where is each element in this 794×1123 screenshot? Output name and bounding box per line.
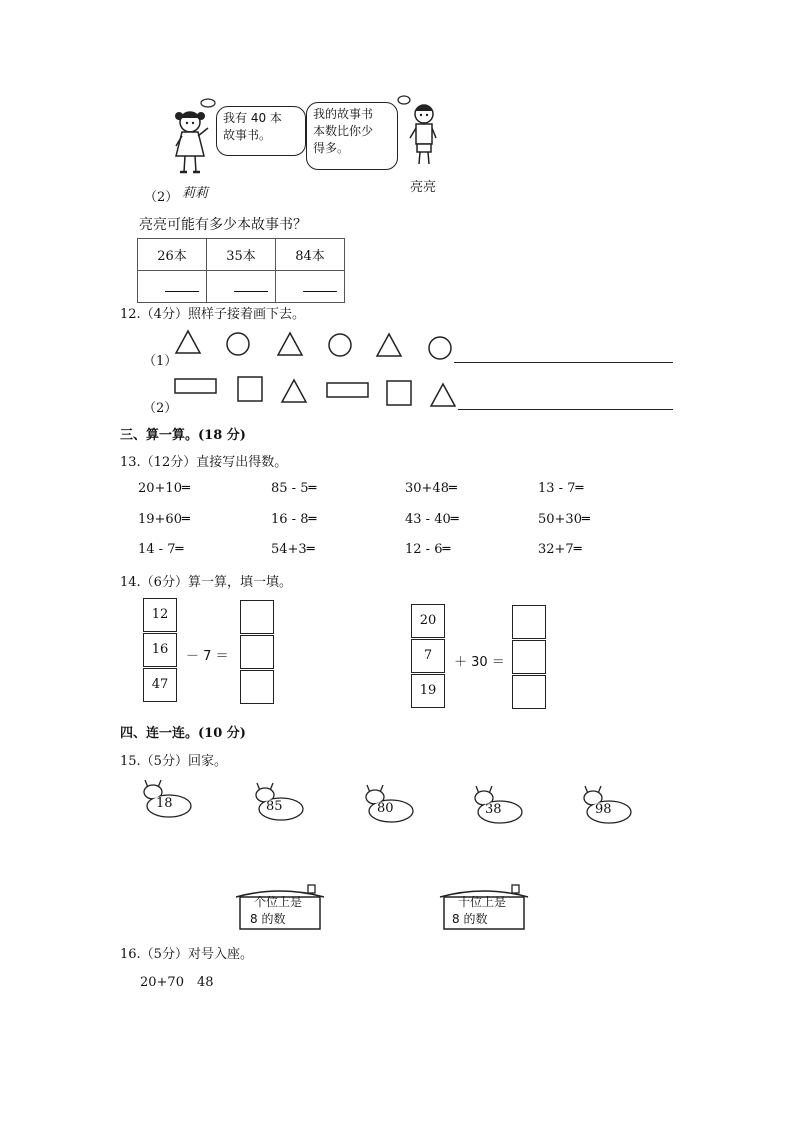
q14-left-input-3: 47: [143, 668, 177, 702]
house-ones-8[interactable]: [232, 883, 328, 931]
rabbit-number: 85: [266, 799, 283, 814]
house2-line1: 十位上是: [458, 895, 507, 909]
q14-left-operation: － 7 ＝: [186, 649, 229, 664]
triangle-shape: [282, 380, 306, 402]
rabbit-number: 98: [595, 802, 612, 817]
rabbit-card[interactable]: [470, 782, 526, 826]
q14-right-input-3: 19: [411, 674, 445, 708]
girl-name: 莉莉: [182, 186, 209, 201]
house2-line2: 8 的数: [452, 912, 488, 926]
q12-row2-answer-line[interactable]: [458, 409, 673, 410]
circle-shape: [227, 333, 249, 355]
q13-r2-c2: 16 - 8═: [271, 512, 317, 527]
q14-left-input-2: 16: [143, 633, 177, 667]
q16-items: 20+70 48: [140, 975, 214, 990]
q13-r1-c2: 85 - 5═: [271, 481, 317, 496]
choice-2: 35本: [207, 239, 276, 271]
rectangle-shape: [327, 383, 368, 397]
triangle-shape: [431, 384, 455, 406]
circle-shape: [429, 337, 451, 359]
girl-speech-bubble: [216, 106, 306, 156]
q14-right-answer-3[interactable]: [512, 675, 546, 709]
q12-row2-label: （2）: [143, 401, 178, 416]
q12-row2-shapes: [172, 374, 462, 410]
choices-table: [137, 238, 345, 303]
girl-lili-illustration: [168, 98, 218, 184]
choice-2-check-cell[interactable]: [207, 271, 276, 303]
q13-r2-c1: 19+60═: [138, 512, 190, 527]
rabbit-card[interactable]: [361, 781, 417, 825]
q13-r1-c4: 13 - 7═: [538, 481, 584, 496]
section3-heading: 三、算一算。(18 分): [120, 428, 246, 443]
q12-row1-answer-line[interactable]: [454, 362, 673, 363]
choice-3-check-cell[interactable]: [276, 271, 345, 303]
q14-right-answer-1[interactable]: [512, 605, 546, 639]
q14-left-answer-3[interactable]: [240, 670, 274, 704]
q16-title: 16.（5分）对号入座。: [120, 947, 253, 962]
q15-title: 15.（5分）回家。: [120, 754, 227, 769]
rabbit-card[interactable]: [139, 776, 195, 820]
boy-speech-bubble: [306, 102, 398, 170]
q14-right-input-2: 7: [411, 639, 445, 673]
q12-title: 12.（4分）照样子接着画下去。: [120, 307, 305, 322]
q14-title: 14.（6分）算一算，填一填。: [120, 575, 292, 590]
boy-bubble-line-2: 本数比你少: [313, 124, 374, 138]
q13-r3-c3: 12 - 6═: [405, 542, 451, 557]
q11-question: 亮亮可能有多少本故事书？: [139, 217, 307, 233]
q14-right-input-1: 20: [411, 604, 445, 638]
choice-1: 26本: [138, 239, 207, 271]
rabbit-number: 18: [156, 796, 173, 811]
choice-3: 84本: [276, 239, 345, 271]
q13-r1-c3: 30+48═: [405, 481, 457, 496]
triangle-shape: [377, 334, 401, 356]
q12-row1-shapes: [168, 328, 458, 364]
q13-r3-c4: 32+7═: [538, 542, 582, 557]
q13-r2-c3: 43 - 40═: [405, 512, 459, 527]
q13-title: 13.（12分）直接写出得数。: [120, 455, 288, 470]
boy-liangliang-illustration: [396, 94, 442, 170]
q14-right-operation: ＋ 30 ＝: [454, 655, 505, 670]
triangle-shape: [176, 331, 200, 353]
boy-bubble-line-3: 得多。: [313, 141, 350, 155]
boy-bubble-line-1: 我的故事书: [313, 107, 374, 121]
house-tens-8[interactable]: [436, 883, 532, 931]
rabbit-number: 38: [485, 802, 502, 817]
q13-r3-c2: 54+3═: [271, 542, 315, 557]
q14-left-input-1: 12: [143, 598, 177, 632]
q13-r2-c4: 50+30═: [538, 512, 590, 527]
rabbit-card[interactable]: [579, 782, 635, 826]
square-shape: [387, 381, 411, 405]
q14-right-answer-2[interactable]: [512, 640, 546, 674]
q14-left-answer-2[interactable]: [240, 635, 274, 669]
q13-r3-c1: 14 - 7═: [138, 542, 184, 557]
q14-left-answer-1[interactable]: [240, 600, 274, 634]
rabbit-number: 80: [377, 801, 394, 816]
q11-part2-label: （2）: [144, 190, 179, 205]
rabbit-card[interactable]: [251, 779, 307, 823]
circle-shape: [329, 334, 351, 356]
q12-row1-label: （1）: [143, 354, 178, 369]
choice-1-check-cell[interactable]: [138, 271, 207, 303]
section4-heading: 四、连一连。(10 分): [120, 726, 246, 741]
square-shape: [238, 377, 262, 401]
girl-bubble-line-1: 我有 40 本: [223, 111, 282, 125]
rectangle-shape: [175, 379, 216, 393]
girl-bubble-line-2: 故事书。: [223, 128, 272, 142]
house1-line2: 8 的数: [250, 912, 286, 926]
triangle-shape: [278, 333, 302, 355]
boy-name: 亮亮: [410, 180, 437, 195]
q13-r1-c1: 20+10═: [138, 481, 190, 496]
house1-line1: 个位上是: [254, 895, 303, 909]
